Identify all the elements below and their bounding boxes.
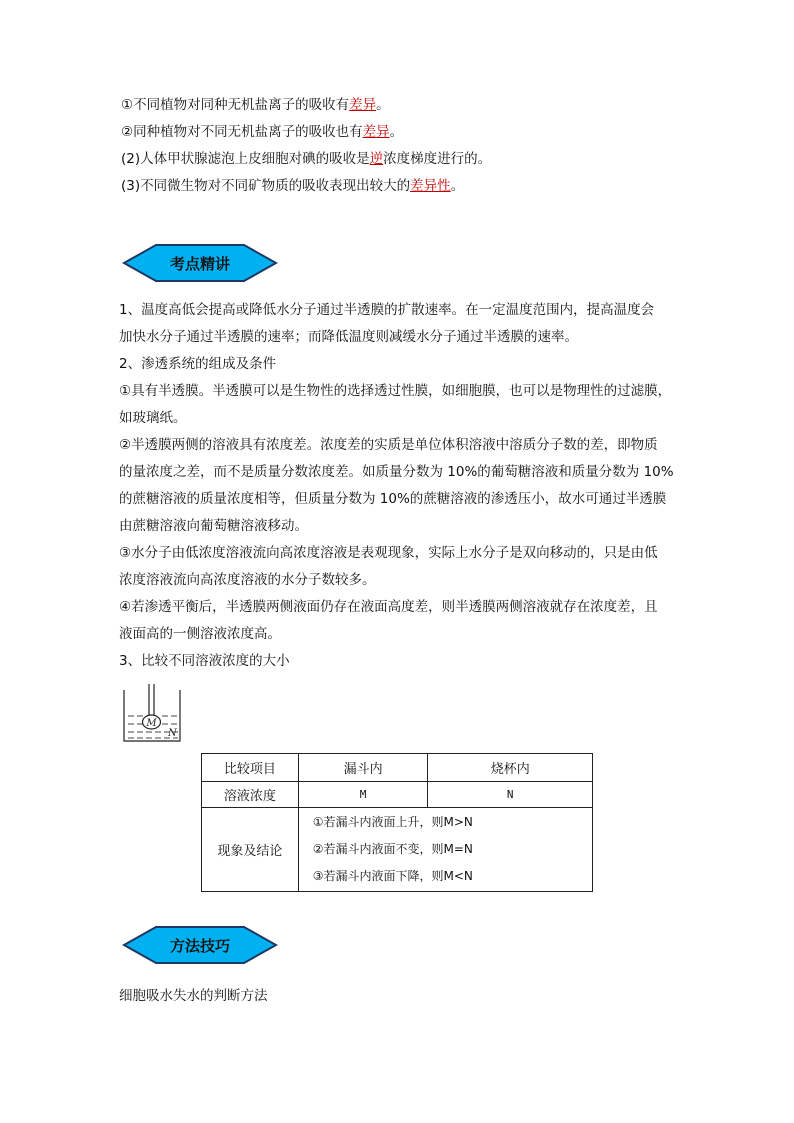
table-header-cell: 比较项目 bbox=[202, 754, 299, 782]
top-point-1: ①不同植物对同种无机盐离子的吸收有差异。 bbox=[121, 97, 390, 113]
label-m: M bbox=[146, 718, 157, 729]
body-line: ④若渗透平衡后，半透膜两侧液面仍存在液面高度差，则半透膜两侧溶液就存在浓度差，且 bbox=[119, 599, 658, 615]
section-header-kaodian bbox=[122, 243, 278, 283]
top-point-4: (3)不同微生物对不同矿物质的吸收表现出较大的差异性。 bbox=[121, 178, 465, 194]
section-title: 方法技巧 bbox=[169, 936, 230, 955]
comparison-table bbox=[201, 753, 593, 892]
highlight-text: 差异 bbox=[349, 97, 377, 113]
phenomenon-line: ③若漏斗内液面下降，则M<N bbox=[312, 869, 473, 883]
body-line: 液面高的一侧溶液浓度高。 bbox=[119, 626, 281, 642]
top-point-2: ②同种植物对不同无机盐离子的吸收也有差异。 bbox=[121, 124, 404, 140]
body-line: 加快水分子通过半透膜的速率；而降低温度则减缓水分子通过半透膜的速率。 bbox=[119, 329, 578, 345]
body-line: 2、渗透系统的组成及条件 bbox=[119, 356, 277, 372]
label-n: N bbox=[168, 728, 177, 739]
table-cell: N bbox=[428, 782, 593, 808]
table-cell: 溶液浓度 bbox=[202, 782, 299, 808]
body-line: 由蔗糖溶液向葡萄糖溶液移动。 bbox=[119, 518, 308, 534]
table-header-row bbox=[202, 754, 593, 782]
top-point-3: (2)人体甲状腺滤泡上皮细胞对碘的吸收是逆浓度梯度进行的。 bbox=[121, 151, 492, 167]
body-line: 3、比较不同溶液浓度的大小 bbox=[119, 653, 290, 669]
section-header-fangfa bbox=[122, 925, 278, 965]
phenomenon-cell bbox=[298, 808, 592, 892]
table-cell: M bbox=[298, 782, 428, 808]
body-line: 的量浓度之差，而不是质量分数浓度差。如质量分数为 10%的葡萄糖溶液和质量分数为 10% bbox=[119, 464, 674, 480]
phenomenon-line: ②若漏斗内液面不变，则M=N bbox=[312, 842, 473, 856]
body-line: ①具有半透膜。半透膜可以是生物性的选择透过性膜，如细胞膜，也可以是物理性的过滤膜， bbox=[119, 383, 672, 399]
highlight-text: 差异 bbox=[362, 124, 390, 140]
body-line: 的蔗糖溶液的质量浓度相等，但质量分数为 10%的蔗糖溶液的渗透压小，故水可通过半透膜 bbox=[119, 491, 667, 507]
body-line: 如玻璃纸。 bbox=[119, 410, 187, 426]
highlight-text: 逆 bbox=[369, 151, 384, 167]
phenomenon-line: ①若漏斗内液面上升，则M>N bbox=[312, 815, 473, 829]
table-header-cell: 漏斗内 bbox=[298, 754, 428, 782]
body-line: 浓度溶液流向高浓度溶液的水分子数较多。 bbox=[119, 572, 376, 588]
body-line: ②半透膜两侧的溶液具有浓度差。浓度差的实质是单位体积溶液中溶质分子数的差，即物质 bbox=[119, 437, 658, 453]
body-line: 细胞吸水失水的判断方法 bbox=[119, 988, 268, 1004]
table-header-cell: 烧杯内 bbox=[428, 754, 593, 782]
table-cell: 现象及结论 bbox=[202, 808, 299, 892]
section-title: 考点精讲 bbox=[169, 254, 230, 273]
osmosis-diagram bbox=[118, 684, 188, 744]
body-line: 1、温度高低会提高或降低水分子通过半透膜的扩散速率。在一定温度范围内，提高温度会 bbox=[119, 302, 655, 318]
table-row bbox=[202, 808, 593, 892]
highlight-text: 差异性 bbox=[410, 178, 451, 194]
body-line: ③水分子由低浓度溶液流向高浓度溶液是表观现象，实际上水分子是双向移动的，只是由低 bbox=[119, 545, 658, 561]
table-row bbox=[202, 782, 593, 808]
